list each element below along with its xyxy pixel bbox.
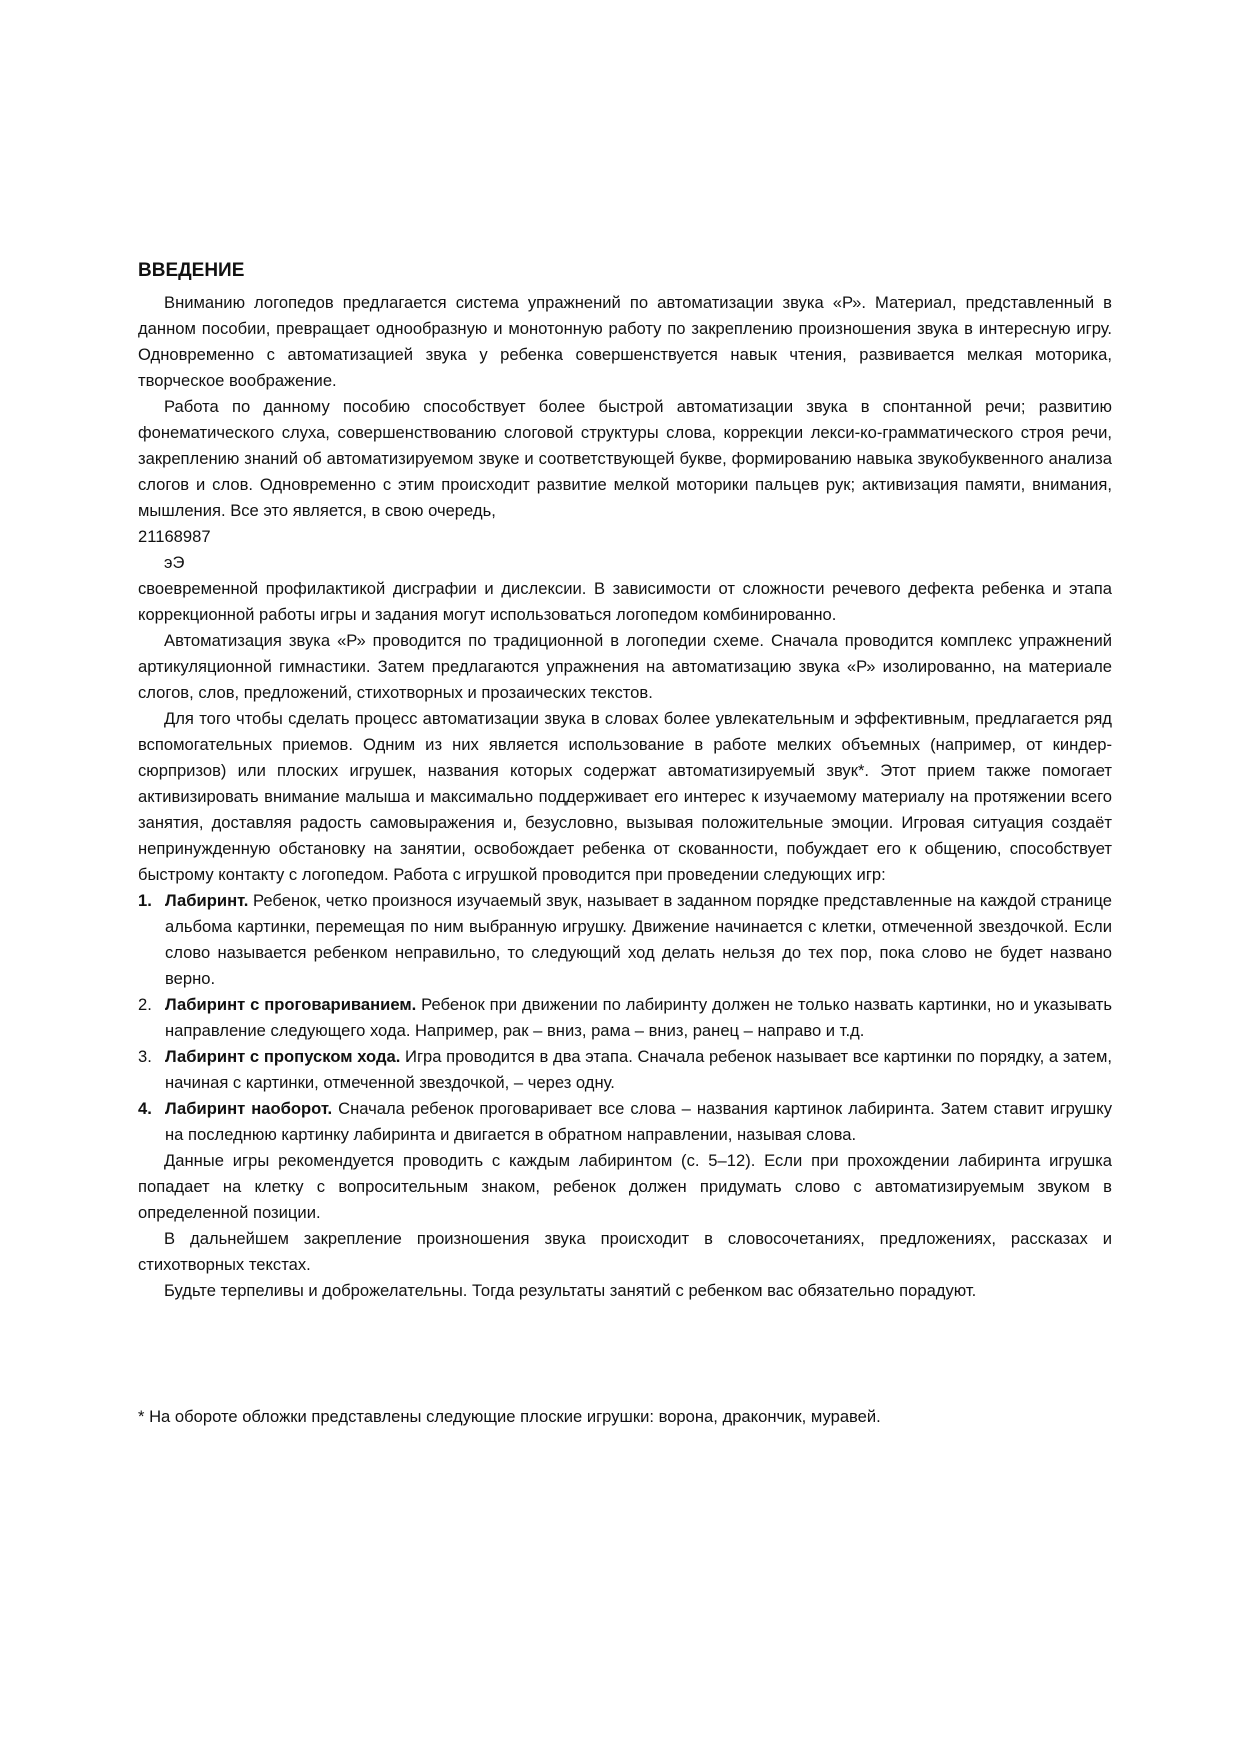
stray-mark: эЭ xyxy=(164,553,185,572)
page-title: ВВЕДЕНИЕ xyxy=(138,260,245,281)
footnote: * На обороте обложки представлены следующие плоские игрушки: ворона, дракончик, муравей. xyxy=(138,1407,881,1426)
paragraph-further-practice: В дальнейшем закрепление произношения звука происходит в словосочетаниях, предложениях, рассказах и стихотворных текстах. xyxy=(138,1229,1112,1274)
paragraph-automation-scheme: Автоматизация звука «Р» проводится по традиционной в логопедии схеме. Сначала проводится комплекс упражнений артикуляционной гимнастики. Затем предлагаются упражнения на автоматизацию звука «Р» изолированно, на материале слогов, слов, предложений, стихотворных и прозаических текстов. xyxy=(138,631,1112,702)
list-item xyxy=(138,888,1112,992)
document-body xyxy=(138,258,1112,1304)
game-name: Лабиринт с пропуском хода. xyxy=(165,1047,401,1066)
game-description: Ребенок, четко произнося изучаемый звук, называет в заданном порядке представленные на каждой странице альбома картинки, перемещая по ним выбранную игрушку. Движение начинается с клетки, отмеченной звездочкой. Если слово называется ребенком неправильно, то следующий ход делать нельзя до тех пор, пока слово не будет названо верно. xyxy=(165,891,1112,988)
paragraph-intro: Вниманию логопедов предлагается система упражнений по автоматизации звука «Р». Материал, представленный в данном пособии, превращает однообразную и монотонную работу по закреплению произношения звука в интересную игру. Одновременно с автоматизацией звука у ребенка совершенствуется навык чтения, развивается мелкая моторика, творческое воображение. xyxy=(138,293,1112,390)
paragraph-recommendation: Данные игры рекомендуется проводить с каждым лабиринтом (с. 5–12). Если при прохождении лабиринта игрушка попадает на клетку с вопросительным знаком, ребенок должен придумать слово с автоматизируемым звуком в определенной позиции. xyxy=(138,1151,1112,1222)
paragraph-closing: Будьте терпеливы и доброжелательны. Тогда результаты занятий с ребенком вас обязательно порадуют. xyxy=(164,1281,977,1300)
paragraph-continuation: своевременной профилактикой дисграфии и дислексии. В зависимости от сложности речевого дефекта ребенка и этапа коррекционной работы игры и задания могут использоваться логопедом комбинированно. xyxy=(138,579,1112,624)
paragraph-toys-method: Для того чтобы сделать процесс автоматизации звука в словах более увлекательным и эффективным, предлагается ряд вспомогательных приемов. Одним из них является использование в работе мелких объемных (например, от киндер-сюрпризов) или плоских игрушек, названия которых содержат автоматизируемый звук*. Этот прием также помогает активизировать внимание малыша и максимально поддерживает его интерес к изучаемому материалу на протяжении всего занятия, доставляя радость самовыражения и, безусловно, вызывая положительные эмоции. Игровая ситуация создаёт непринужденную обстановку на занятии, освобождает ребенка от скованности, побуждает его к общению, способствует быстрому контакту с логопедом. Работа с игрушкой проводится при проведении следующих игр: xyxy=(138,709,1112,884)
list-item xyxy=(138,1044,1112,1096)
list-item-number: 3. xyxy=(138,1047,152,1066)
game-name: Лабиринт наоборот. xyxy=(165,1099,333,1118)
game-name: Лабиринт с проговариванием. xyxy=(165,995,417,1014)
list-item-number: 2. xyxy=(138,995,152,1014)
games-list xyxy=(138,888,1112,1148)
paragraph-benefits: Работа по данному пособию способствует более быстрой автоматизации звука в спонтанной речи; развитию фонематического слуха, совершенствованию слоговой структуры слова, коррекции лекси-ко-грамматического строя речи, закреплению знаний об автоматизируемом звуке и соответствующей букве, формированию навыка звукобуквенного анализа слогов и слов. Одновременно с этим происходит развитие мелкой моторики пальцев рук; активизация памяти, внимания, мышления. Все это является, в свою очередь, xyxy=(138,397,1112,520)
list-item xyxy=(138,1096,1112,1148)
game-description: Ребенок при движении по лабиринту должен не только назвать картинки, но и указывать направление следующего хода. Например, рак – вниз, рама – вниз, ранец – направо и т.д. xyxy=(165,995,1112,1040)
game-description: Игра проводится в два этапа. Сначала ребенок называет все картинки по порядку, а затем, начиная с картинки, отмеченной звездочкой, – через одну. xyxy=(165,1047,1112,1092)
list-item-number: 4. xyxy=(138,1099,152,1118)
game-name: Лабиринт. xyxy=(165,891,249,910)
stray-code: 21168987 xyxy=(138,527,211,546)
list-item xyxy=(138,992,1112,1044)
game-description: Сначала ребенок проговаривает все слова – названия картинок лабиринта. Затем ставит игрушку на последнюю картинку лабиринта и двигается в обратном направлении, называя слова. xyxy=(165,1099,1112,1144)
list-item-number: 1. xyxy=(138,891,152,910)
